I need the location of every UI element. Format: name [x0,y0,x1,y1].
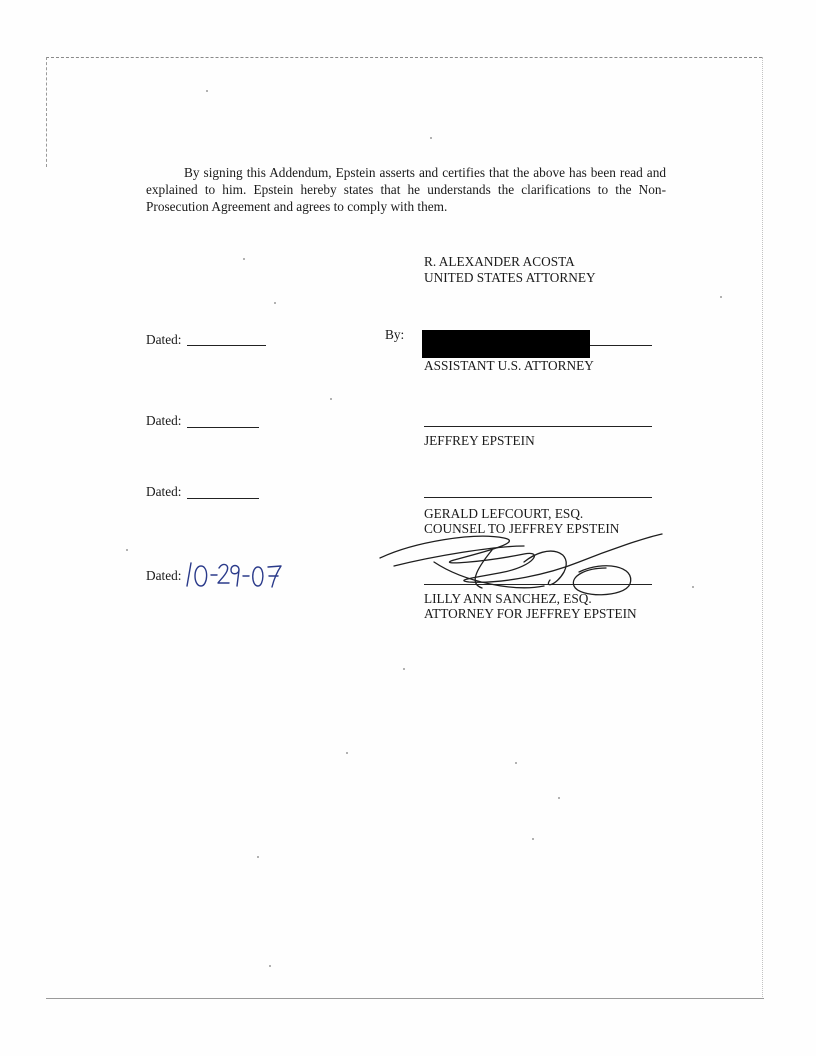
redaction-block [422,330,590,358]
handwritten-signature [374,522,674,602]
scan-speck [330,398,332,400]
scan-speck [558,797,560,799]
us-attorney-title: UNITED STATES ATTORNEY [424,270,596,285]
signature-line-epstein [424,426,652,427]
signatory-name: JEFFREY EPSTEIN [424,433,535,448]
scan-speck [243,258,245,260]
date-line [187,427,259,428]
signatory-role: ATTORNEY FOR JEFFREY EPSTEIN [424,606,637,621]
scan-speck [206,90,208,92]
scan-speck [403,668,405,670]
scan-edge-right [762,57,763,997]
scan-speck [430,137,432,139]
scan-speck [346,752,348,754]
signatory-name: LILLY ANN SANCHEZ, ESQ. [424,591,592,606]
date-line [187,345,266,346]
signature-line-lefcourt [424,497,652,498]
date-line [187,498,259,499]
dated-label: Dated: [146,413,182,428]
scan-speck [515,762,517,764]
scan-speck [274,302,276,304]
signatory-name: GERALD LEFCOURT, ESQ. [424,506,584,521]
scan-speck [532,838,534,840]
scan-speck [257,856,259,858]
dated-label: Dated: [146,332,182,347]
us-attorney-name: R. ALEXANDER ACOSTA [424,254,575,269]
scan-edge-left [46,57,47,167]
signatory-role: COUNSEL TO JEFFREY EPSTEIN [424,521,620,536]
dated-label: Dated: [146,568,182,583]
scan-speck [720,296,722,298]
certification-paragraph: By signing this Addendum, Epstein asserts and certifies that the above has been read and explained to him. Epstein hereby states that he understands the clarifications to the Non-Prosecution Agreement and agrees to comply with them. [146,165,666,214]
scan-edge-bottom [46,998,764,999]
by-label: By: [385,327,405,342]
dated-label: Dated: [146,484,182,499]
handwritten-date [181,556,291,592]
scan-speck [126,549,128,551]
scan-speck [269,965,271,967]
scan-edge-top [46,57,762,58]
ausa-title: ASSISTANT U.S. ATTORNEY [424,358,594,373]
scan-speck [692,586,694,588]
